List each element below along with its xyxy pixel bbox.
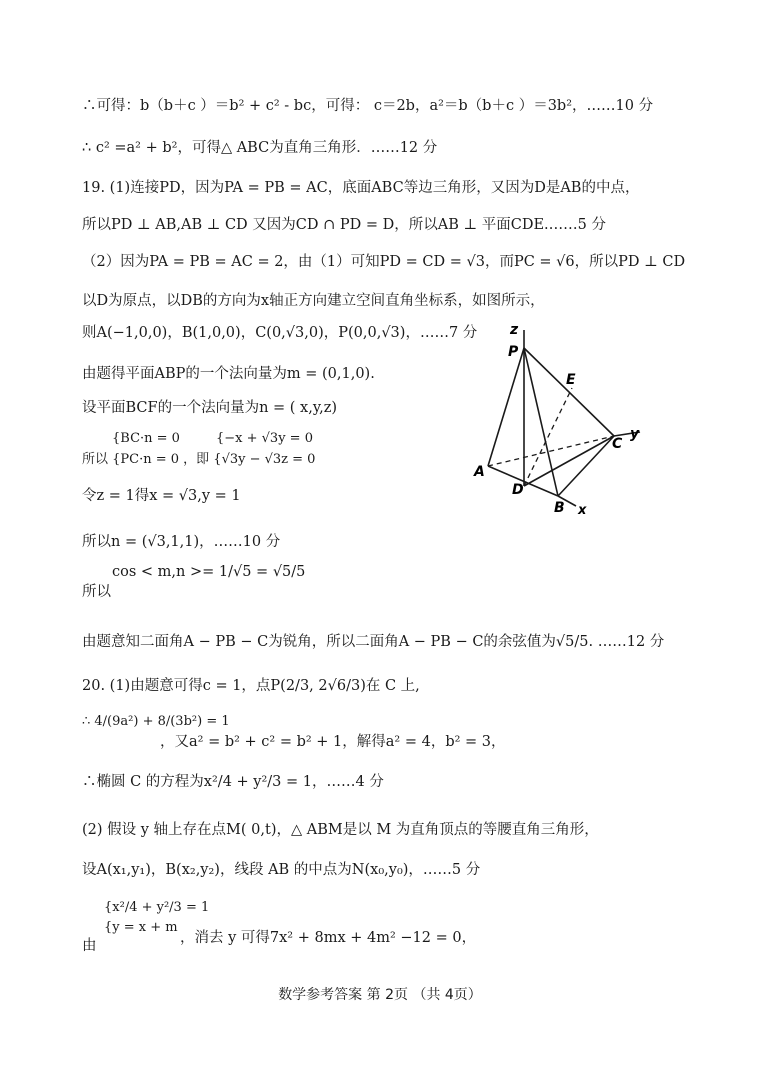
- line-midpoint: 设A(x₁,y₁)，B(x₂,y₂)，线段 AB 的中点为N(x₀,y₀)，……5 分: [82, 862, 481, 878]
- line-you: 由: [82, 938, 97, 954]
- line-20-1: 20. (1)由题意可得c = 1，点P(2/3, 2√6/3)在 C 上,: [82, 678, 420, 694]
- line-ellipse-eq: ∴ 4/(9a²) + 8/(3b²) = 1: [82, 714, 230, 729]
- label-E: E: [566, 372, 576, 388]
- system-3-row-1: {x²/4 + y²/3 = 1: [104, 900, 210, 915]
- line-ellipse-result: ∴椭圆 C 的方程为x²/4 + y²/3 = 1，……4 分: [82, 774, 384, 790]
- line-2: ∴ c² =a² + b²，可得△ ABC为直角三角形．……12 分: [82, 140, 438, 156]
- label-y: y: [630, 426, 640, 442]
- line-5: （2）因为PA = PB = AC = 2，由（1）可知PD = CD = √3，而PC = √6，所以PD ⊥ CD: [82, 254, 686, 270]
- line-8: 由题得平面ABP的一个法向量为m = (0,1,0).: [82, 366, 375, 382]
- line-suoyi: 所以: [82, 584, 111, 600]
- system-1-row-1: {BC·n = 0: [112, 431, 180, 446]
- line-n-vector: 所以n = (√3,1,1)，……10 分: [82, 534, 281, 550]
- line-4: 所以PD ⊥ AB,AB ⊥ CD 又因为CD ∩ PD = D，所以AB ⊥ 平面CDE.……5 分: [82, 217, 606, 233]
- label-C: C: [612, 436, 623, 452]
- line-6: 以D为原点，以DB的方向为x轴正方向建立空间直角坐标系，如图所示，: [82, 293, 545, 309]
- dashed-AC: [488, 436, 614, 466]
- label-x: x: [578, 503, 587, 518]
- line-7: 则A(−1,0,0)，B(1,0,0)，C(0,√3,0)，P(0,0,√3)，……7 分: [82, 325, 478, 341]
- line-3: 19. (1)连接PD，因为PA = PB = AC，底面ABC等边三角形，又因为D是AB的中点，: [82, 180, 640, 196]
- label-A: A: [474, 464, 485, 480]
- edge-PC: [524, 348, 614, 436]
- line-eliminate: ，消去 y 可得7x² + 8mx + 4m² −12 = 0，: [180, 930, 477, 946]
- system-2-row-1: {−x + √3y = 0: [216, 431, 313, 446]
- edge-BC: [558, 436, 614, 496]
- system-3-row-2: {y = x + m: [104, 920, 178, 935]
- label-D: D: [512, 482, 524, 498]
- edge-PB: [524, 348, 558, 496]
- edge-PA: [488, 348, 524, 466]
- line-ellipse-solve: ，又a² = b² + c² = b² + 1，解得a² = 4，b² = 3，: [160, 734, 506, 750]
- line-dihedral: 由题意知二面角A − PB − C为锐角，所以二面角A − PB − C的余弦值为√5/5. ……12 分: [82, 634, 665, 650]
- line-20-2: (2) 假设 y 轴上存在点M( 0,t)，△ ABM是以 M 为直角顶点的等腰直角三角形，: [82, 822, 599, 838]
- line-cos: cos < m,n >= 1/√5 = √5/5: [112, 564, 306, 580]
- label-z: z: [510, 322, 519, 338]
- dashed-DE: [524, 388, 572, 486]
- line-DC: [524, 436, 614, 486]
- label-P: P: [508, 344, 519, 360]
- line-9: 设平面BCF的一个法向量为n = ( x,y,z): [82, 400, 338, 416]
- line-1: ∴可得：b（b＋c ）＝b² + c² - bc，可得： c＝2b，a²＝b（b＋c ）＝3b²，……10 分: [82, 98, 654, 114]
- label-B: B: [554, 500, 565, 516]
- line-let-z: 令z = 1得x = √3,y = 1: [82, 488, 241, 504]
- tetrahedron-figure: [462, 318, 662, 518]
- page-footer: 数学参考答案 第 2页 （共 4页）: [278, 987, 482, 1003]
- system-1-row-2: 所以 {PC·n = 0 ，即 {√3y − √3z = 0: [82, 452, 316, 467]
